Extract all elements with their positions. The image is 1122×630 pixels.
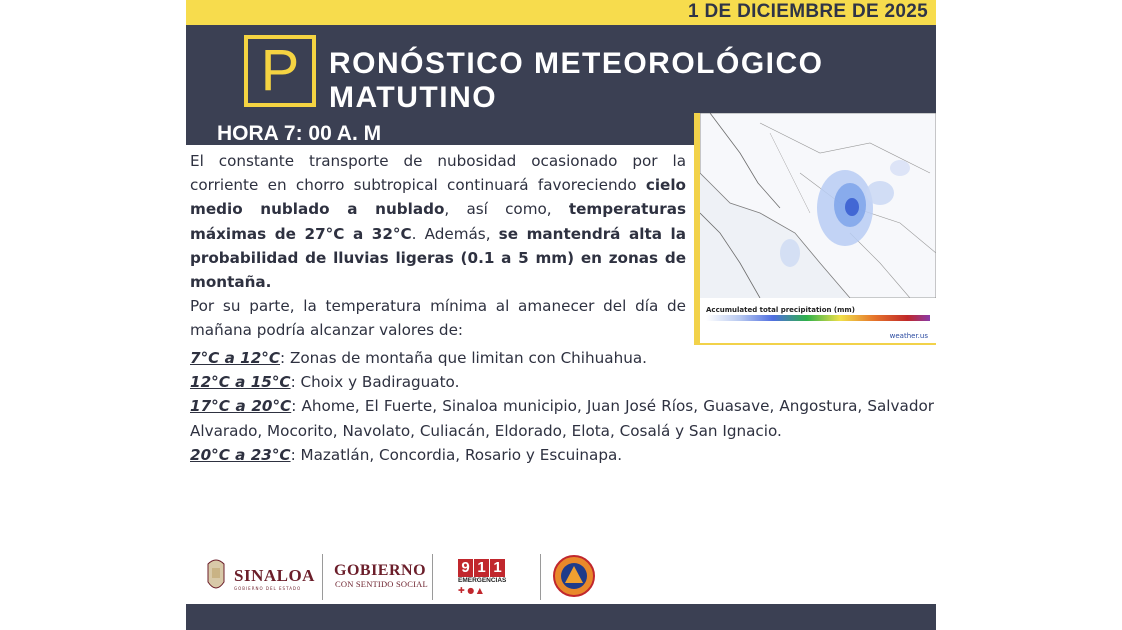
digit-9: 9 [458,559,473,577]
state-shield-icon [204,556,228,598]
digit-1: 1 [490,559,505,577]
sinaloa-logo-text: SINALOA [234,566,315,585]
bottom-bar [186,604,936,630]
date-label: 1 DE DICIEMBRE DE 2025 [688,1,928,22]
footer-logos [186,548,936,604]
text-span: , así como, [444,200,569,219]
bold-text: temperaturas máximas de 27°C a 32°C [190,200,687,243]
title-line-1: RONÓSTICO METEOROLÓGICO [329,47,824,80]
range-text: : Mazatlán, Concordia, Rosario y Escuinapa. [290,445,623,464]
logo-divider [540,554,541,600]
emergencias-911-logo [458,557,510,595]
list-item [190,394,934,442]
title-line-2: MATUTINO [329,81,498,114]
precipitation-map-frame [694,113,936,345]
map-brand: weather.us [889,332,928,340]
gobierno-logo-subtext: CON SENTIDO SOCIAL [335,579,428,589]
emergency-icons: ✚ ● ▲ [458,586,483,595]
range-text: : Choix y Badiraguato. [290,373,460,392]
text-span: El constante transporte de nubosidad ocasionado por la corriente en chorro subtropical continuará favoreciendo [190,152,686,195]
precipitation-map [700,113,936,343]
logo-divider [322,554,323,600]
title-initial-box: P [244,35,316,107]
range-label: 20°C a 23°C [190,445,291,464]
top-bar [186,0,936,25]
range-text: : Ahome, El Fuerte, Sinaloa municipio, Juan José Ríos, Guasave, Angostura, Salvador Alvarado, Mocorito, Navolato, Culiacán, Eldorado, Elota, Cosalá y San Ignacio. [190,397,935,440]
forecast-paragraph-2: Por su parte, la temperatura mínima al amanecer del día de mañana podría alcanzar valores de: [190,297,686,340]
list-item [190,370,934,394]
bold-text: se mantendrá alta la probabilidad de lluvias ligeras (0.1 a 5 mm) en zonas de montaña. [190,224,686,292]
temperature-list [190,346,934,467]
range-label: 7°C a 12°C [190,349,281,367]
emergencias-label: EMERGENCIAS [458,577,507,584]
text-span: . Además, [411,224,499,243]
logo-divider [432,554,433,600]
page-title [329,47,849,115]
sinaloa-logo-subtext: GOBIERNO DEL ESTADO [234,586,302,591]
forecast-paragraph-1 [190,149,686,294]
map-legend-title: Accumulated total precipitation (mm) [706,306,855,314]
civil-protection-icon [552,554,596,598]
range-text: : Zonas de montaña que limitan con Chihuahua. [280,349,647,367]
forecast-description [190,149,686,343]
list-item [190,443,934,467]
forecast-card [186,0,936,630]
digit-1: 1 [474,559,489,577]
gobierno-logo-text: GOBIERNO [334,562,427,579]
list-item [190,346,686,370]
range-label: 17°C a 20°C [190,397,292,416]
time-label: HORA 7: 00 A. M [217,122,382,145]
range-label: 12°C a 15°C [190,373,291,392]
bold-text: cielo medio nublado a nublado [190,176,686,219]
